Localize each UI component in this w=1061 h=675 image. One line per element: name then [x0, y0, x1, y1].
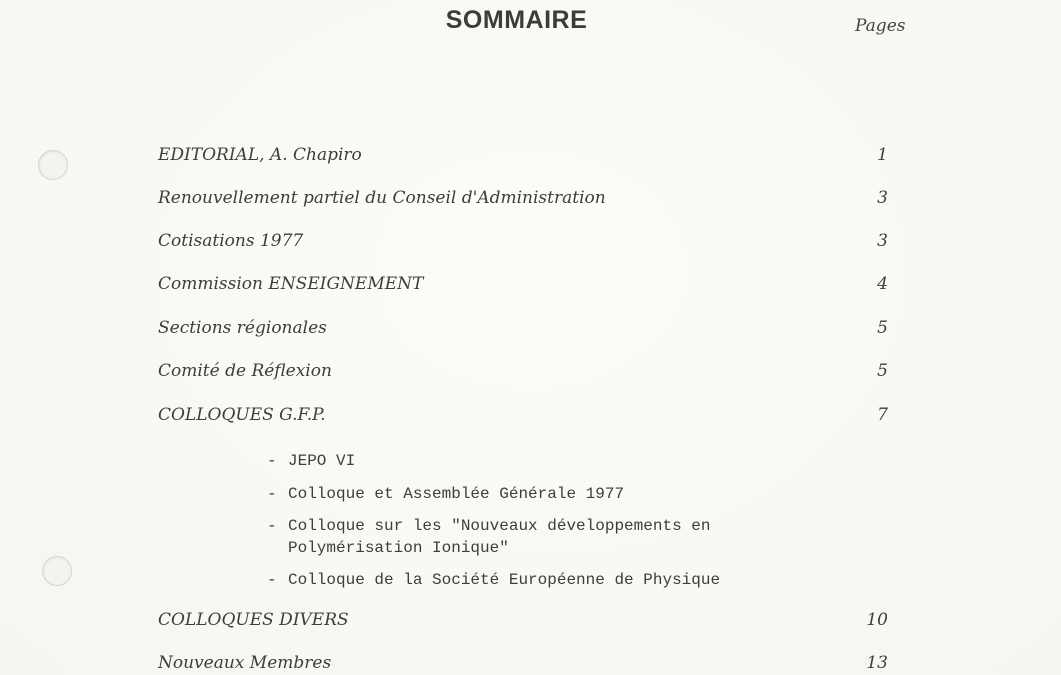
toc-entry-title: Sections régionales [158, 318, 327, 338]
toc-entry-page: 13 [866, 653, 888, 673]
toc-entry-page: 3 [877, 231, 888, 251]
subentry-dash: - [267, 485, 277, 503]
toc-entry-title: Cotisations 1977 [158, 231, 304, 251]
subentry-dash: - [267, 517, 277, 535]
toc-entry-title: COLLOQUES DIVERS [158, 610, 349, 630]
toc-entry [158, 274, 888, 298]
toc-entry-page: 5 [877, 318, 888, 338]
toc-entry-title: Nouveaux Membres [158, 653, 332, 673]
toc-entry-page: 7 [877, 405, 888, 425]
toc-entry-title: Comité de Réflexion [158, 361, 332, 381]
toc-subentry [267, 483, 624, 505]
toc-entry-title: COLLOQUES G.F.P. [158, 405, 326, 425]
subentry-dash: - [267, 571, 277, 589]
pages-column-label: Pages [855, 16, 906, 36]
toc-entry [158, 231, 888, 255]
toc-entry-page: 3 [877, 188, 888, 208]
subentry-text: Colloque de la Société Européenne de Physique [288, 571, 721, 589]
subentry-text: JEPO VI [288, 452, 356, 470]
subentry-text: Colloque sur les "Nouveaux développements en [288, 517, 711, 535]
toc-entry-page: 4 [877, 274, 888, 294]
subentry-text: Colloque et Assemblée Générale 1977 [288, 485, 625, 503]
toc-entry-page: 1 [877, 145, 888, 165]
toc-entry-title: EDITORIAL, A. Chapiro [158, 145, 362, 165]
toc-entry [158, 653, 888, 675]
toc-entry-title: Renouvellement partiel du Conseil d'Administration [158, 188, 606, 208]
toc-subentry [267, 515, 710, 559]
punch-hole-bottom [42, 556, 72, 586]
toc-entry [158, 145, 888, 169]
toc-entry [158, 188, 888, 212]
toc-entry [158, 405, 888, 429]
page-title: SOMMAIRE [445, 6, 588, 34]
toc-entry-title: Commission ENSEIGNEMENT [158, 274, 424, 294]
toc-entry-page: 5 [877, 361, 888, 381]
toc-entry [158, 318, 888, 342]
toc-entry [158, 361, 888, 385]
subentry-dash: - [267, 452, 277, 470]
toc-entry-page: 10 [866, 610, 888, 630]
punch-hole-top [38, 150, 68, 180]
subentry-text-continued: Polymérisation Ionique" [288, 539, 509, 557]
toc-subentry [267, 569, 720, 591]
toc-subentry [267, 450, 355, 472]
toc-entry [158, 610, 888, 634]
